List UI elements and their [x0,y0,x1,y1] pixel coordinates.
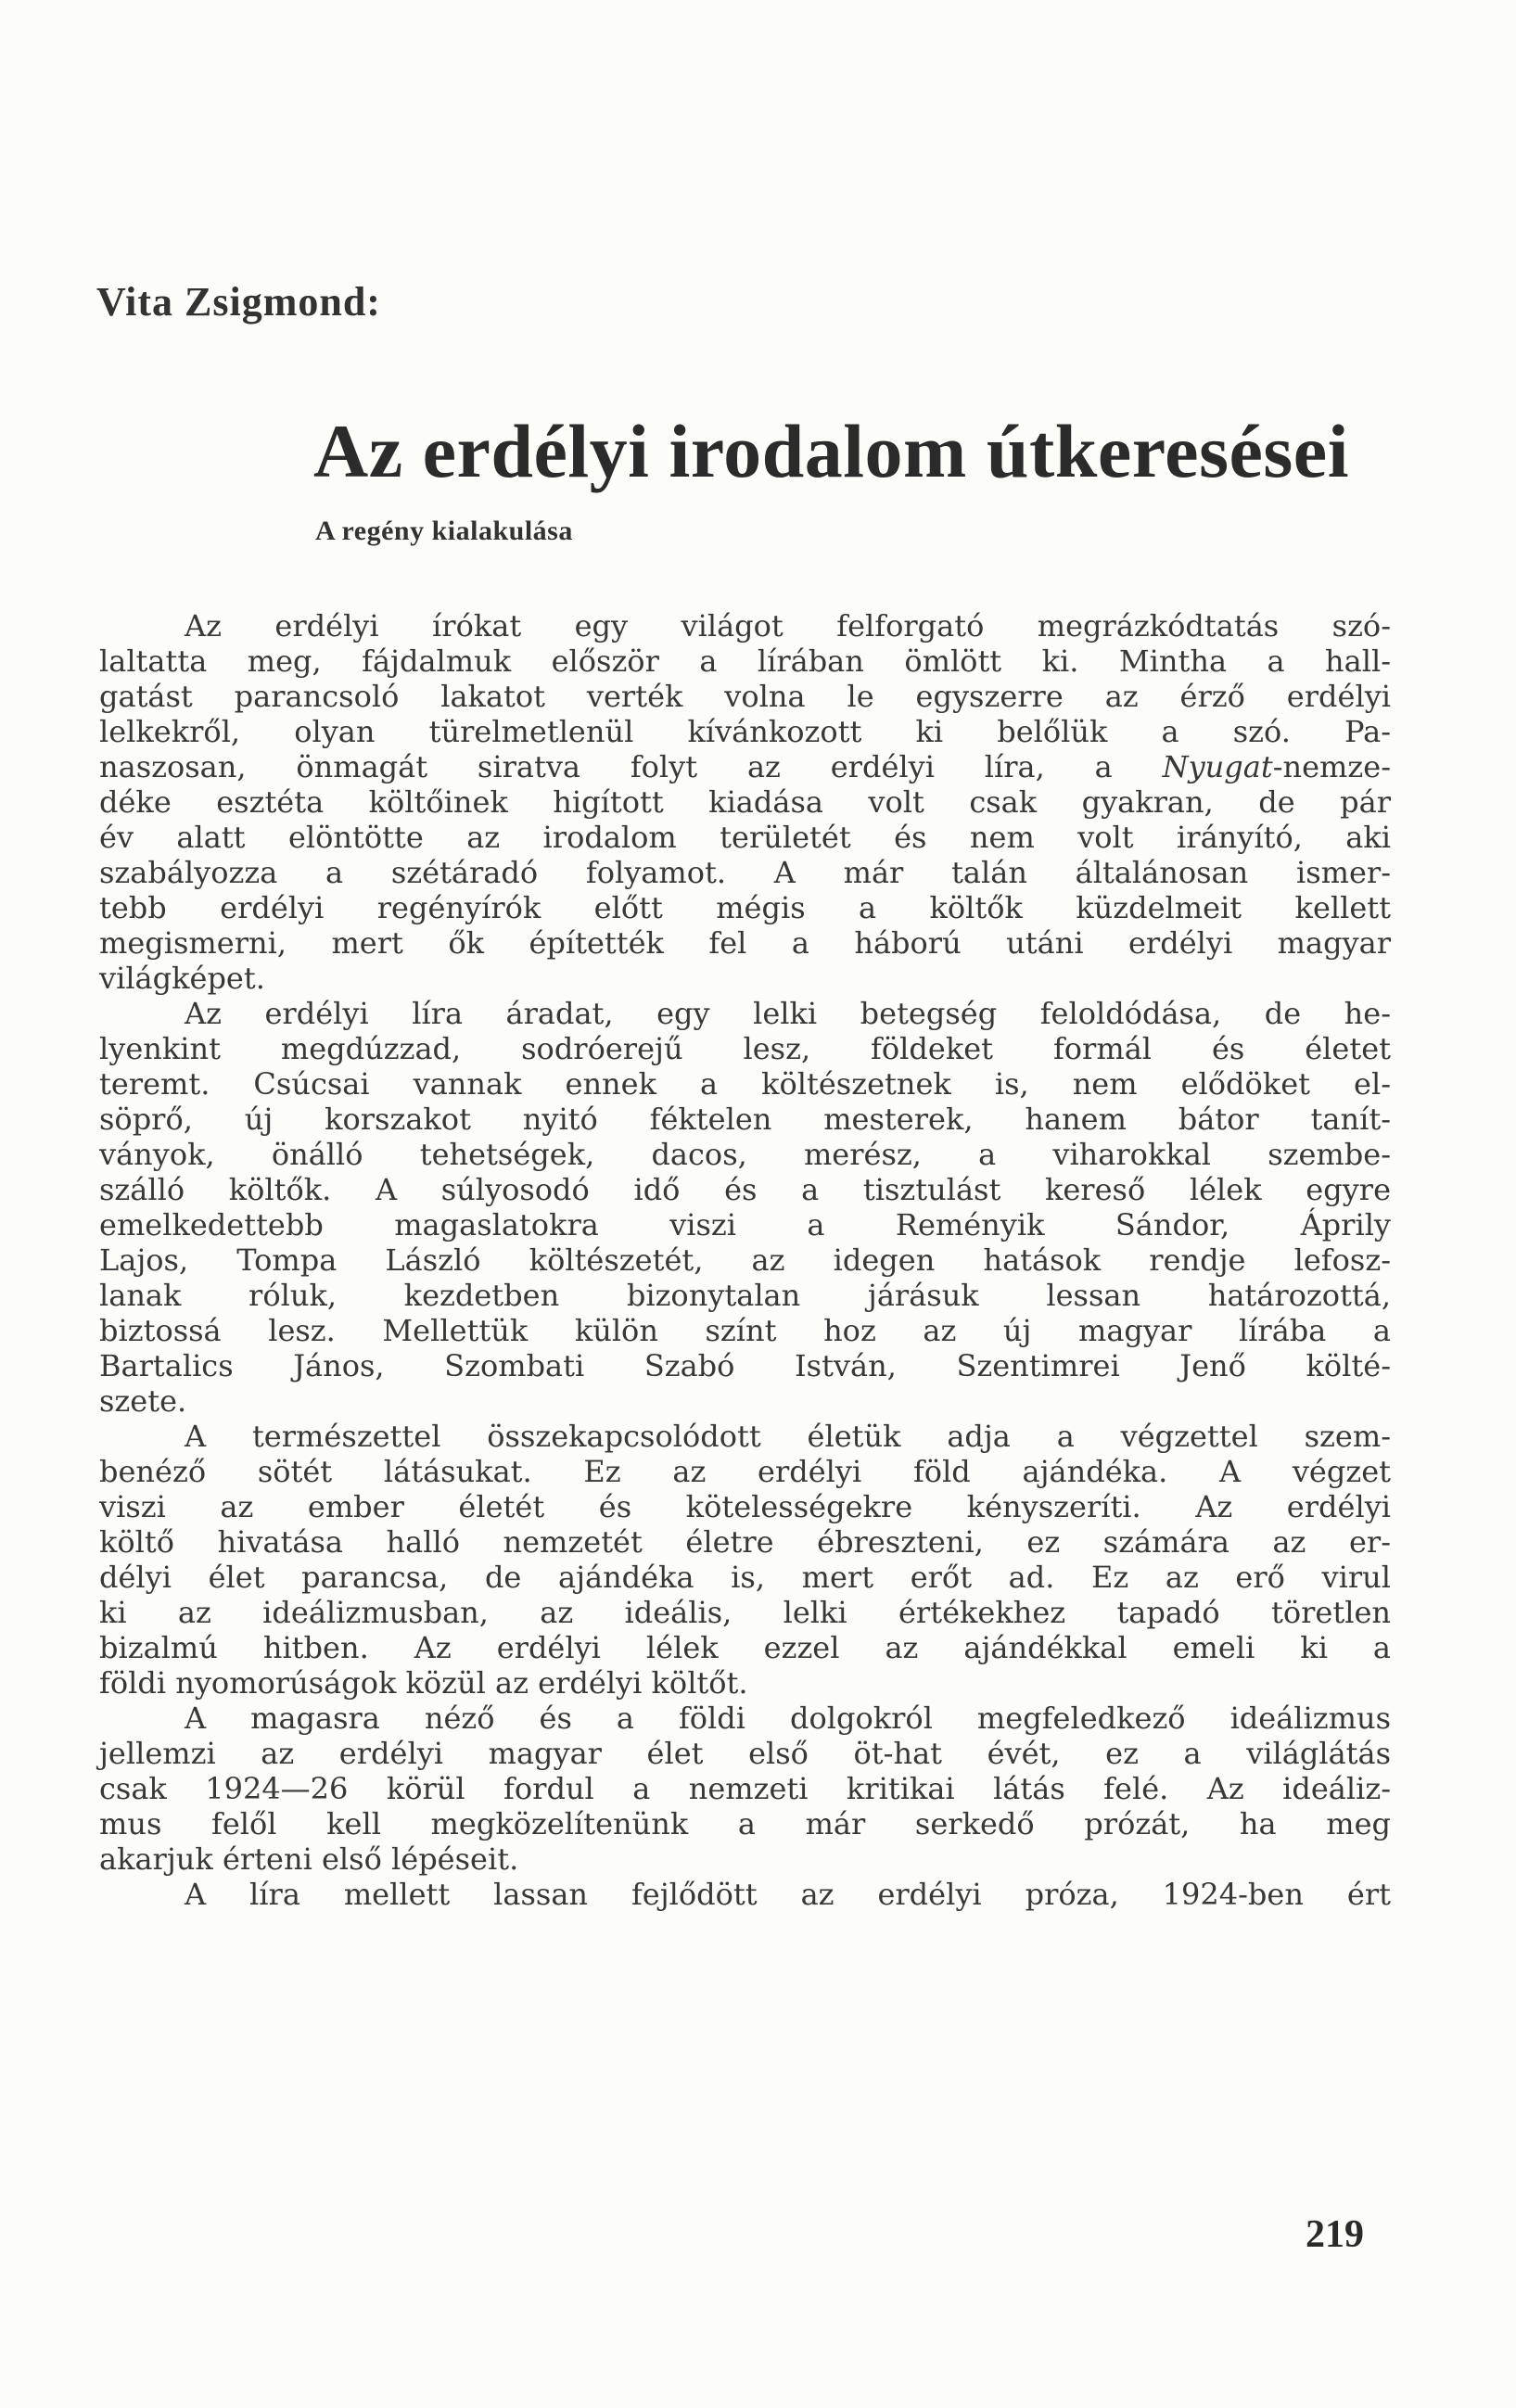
page-number: 219 [1306,2213,1364,2256]
text-line: viszi az ember életét és kötelességekre kényszeríti. Az erdélyi [99,1489,1391,1524]
text-line: szabályozza a szétáradó folyamot. A már talán általánosan ismer- [99,855,1391,890]
text-line: tebb erdélyi regényírók előtt mégis a költők küzdelmeit kellett [99,890,1391,925]
text-line: naszosan, önmagát siratva folyt az erdélyi líra, a Nyugat-nemze- [99,749,1391,784]
text-line: ványok, önálló tehetségek, dacos, merész, a viharokkal szembe- [99,1137,1391,1172]
text-line: söprő, új korszakot nyitó féktelen mesterek, hanem bátor tanít- [99,1102,1391,1137]
text-line: A líra mellett lassan fejlődött az erdélyi próza, 1924-ben ért [185,1877,1391,1912]
text-line: szete. [99,1383,187,1419]
text-line: biztossá lesz. Mellettük külön színt hoz az új magyar lírába a [99,1313,1391,1348]
text-line: lyenkint megdúzzad, sodróerejű lesz, földeket formál és életet [99,1031,1391,1066]
text-line: földi nyomorúságok közül az erdélyi költőt. [99,1665,748,1701]
text-line: teremt. Csúcsai vannak ennek a költészetnek is, nem elődöket el- [99,1066,1391,1102]
paragraph [99,1877,1391,1912]
text-line: költő hivatása halló nemzetét életre ébreszteni, ez számára az er- [99,1524,1391,1560]
article-body [99,608,1391,1912]
text-line: benéző sötét látásukat. Ez az erdélyi föld ajándéka. A végzet [99,1454,1391,1489]
article-subtitle: A regény kialakulása [315,516,573,546]
paragraph [99,608,1391,996]
text-line: mus felől kell megközelítenünk a már serkedő prózát, ha meg [99,1806,1391,1841]
text-line: déke esztéta költőinek higított kiadása volt csak gyakran, de pár [99,784,1391,820]
text-line: Az erdélyi líra áradat, egy lelki betegség feloldódása, de he- [185,996,1391,1031]
text-line: Lajos, Tompa László költészetét, az idegen hatások rendje lefosz- [99,1242,1391,1278]
text-line: bizalmú hitben. Az erdélyi lélek ezzel az ajándékkal emeli ki a [99,1630,1391,1665]
text-line: Az erdélyi írókat egy világot felforgató megrázkódtatás szó- [185,608,1391,643]
text-line: délyi élet parancsa, de ajándéka is, mert erőt ad. Ez az erő virul [99,1560,1391,1595]
text-line: gatást parancsoló lakatot verték volna le egyszerre az érző erdélyi [99,679,1391,714]
text-line: emelkedettebb magaslatokra viszi a Reményik Sándor, Áprily [99,1207,1391,1242]
text-line: A magasra néző és a földi dolgokról megfeledkező ideálizmus [185,1701,1391,1736]
paragraph [99,1419,1391,1701]
text-line: jellemzi az erdélyi magyar élet első öt-hat évét, ez a világlátás [99,1736,1391,1771]
text-line: szálló költők. A súlyosodó idő és a tisztulást kereső lélek egyre [99,1172,1391,1207]
text-line: lelkekről, olyan türelmetlenül kívánkozott ki belőlük a szó. Pa- [99,714,1391,749]
text-line: akarjuk érteni első lépéseit. [99,1841,519,1877]
text-line: Bartalics János, Szombati Szabó István, Szentimrei Jenő költé- [99,1348,1391,1383]
text-line: laltatta meg, fájdalmuk először a lírában ömlött ki. Mintha a hall- [99,643,1391,679]
text-line: év alatt elöntötte az irodalom területét és nem volt irányító, aki [99,820,1391,855]
italic-journal-name: Nyugat [1162,749,1273,784]
text-line: csak 1924—26 körül fordul a nemzeti kritikai látás felé. Az ideáliz- [99,1771,1391,1806]
author-name: Vita Zsigmond: [96,279,381,325]
paragraph [99,1701,1391,1877]
article-title: Az erdélyi irodalom útkeresései [313,409,1349,493]
text-line: lanak róluk, kezdetben bizonytalan járásuk lessan határozottá, [99,1278,1391,1313]
text-line: ki az ideálizmusban, az ideális, lelki értékekhez tapadó töretlen [99,1595,1391,1630]
paragraph [99,996,1391,1419]
text-line: világképet. [99,961,265,996]
text-line: A természettel összekapcsolódott életük adja a végzettel szem- [185,1419,1391,1454]
text-line: megismerni, mert ők építették fel a háború utáni erdélyi magyar [99,925,1391,961]
